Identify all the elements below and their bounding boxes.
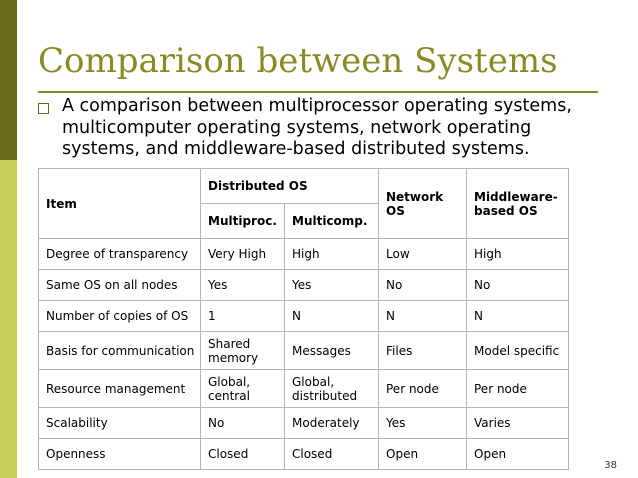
title-underline bbox=[38, 91, 598, 93]
table-cell: Number of copies of OS bbox=[39, 301, 201, 332]
table-cell: Closed bbox=[285, 439, 379, 470]
table-cell: High bbox=[285, 239, 379, 270]
table-row bbox=[39, 408, 569, 439]
table-cell: No bbox=[467, 270, 569, 301]
table-cell: Per node bbox=[467, 370, 569, 408]
table-cell: Open bbox=[467, 439, 569, 470]
table-cell: Same OS on all nodes bbox=[39, 270, 201, 301]
table-cell: Per node bbox=[379, 370, 467, 408]
table-cell: Shared memory bbox=[201, 332, 285, 370]
table-cell: N bbox=[285, 301, 379, 332]
table-row bbox=[39, 239, 569, 270]
table-row bbox=[39, 332, 569, 370]
table-cell: Global, distributed bbox=[285, 370, 379, 408]
table-cell: Messages bbox=[285, 332, 379, 370]
table-cell: Yes bbox=[201, 270, 285, 301]
table-cell: Global, central bbox=[201, 370, 285, 408]
table-row bbox=[39, 270, 569, 301]
bullet-text: A comparison between multiprocessor operating systems, multicomputer operating systems, network operating systems, and middleware-based distributed systems. bbox=[62, 96, 572, 159]
table-row bbox=[39, 301, 569, 332]
table-cell: Model specific bbox=[467, 332, 569, 370]
header-middleware-os: Middleware-based OS bbox=[467, 169, 569, 239]
table-cell: N bbox=[467, 301, 569, 332]
table-cell: Files bbox=[379, 332, 467, 370]
table-body bbox=[39, 239, 569, 470]
table-cell: Low bbox=[379, 239, 467, 270]
table-cell: Resource management bbox=[39, 370, 201, 408]
slide-number: 38 bbox=[604, 460, 617, 471]
slide-title: Comparison between Systems bbox=[38, 41, 558, 81]
accent-bar-top bbox=[0, 0, 17, 160]
table-cell: Yes bbox=[379, 408, 467, 439]
table-cell: Moderately bbox=[285, 408, 379, 439]
accent-bar-bottom bbox=[0, 160, 17, 478]
table-cell: 1 bbox=[201, 301, 285, 332]
comparison-table bbox=[38, 168, 569, 470]
table-cell: Closed bbox=[201, 439, 285, 470]
header-network-os: Network OS bbox=[379, 169, 467, 239]
table-cell: No bbox=[201, 408, 285, 439]
square-bullet-icon bbox=[38, 103, 49, 114]
header-item: Item bbox=[39, 169, 201, 239]
table-cell: High bbox=[467, 239, 569, 270]
table-cell: Varies bbox=[467, 408, 569, 439]
table-cell: N bbox=[379, 301, 467, 332]
table-cell: Yes bbox=[285, 270, 379, 301]
table-cell: Degree of transparency bbox=[39, 239, 201, 270]
header-row-top bbox=[39, 169, 569, 204]
table-cell: Open bbox=[379, 439, 467, 470]
table-cell: Openness bbox=[39, 439, 201, 470]
table-cell: Basis for communication bbox=[39, 332, 201, 370]
header-multicomp: Multicomp. bbox=[285, 204, 379, 239]
header-distributed-os: Distributed OS bbox=[201, 169, 379, 204]
table-row bbox=[39, 370, 569, 408]
header-multiproc: Multiproc. bbox=[201, 204, 285, 239]
table-cell: No bbox=[379, 270, 467, 301]
table-row bbox=[39, 439, 569, 470]
table-cell: Scalability bbox=[39, 408, 201, 439]
table-cell: Very High bbox=[201, 239, 285, 270]
